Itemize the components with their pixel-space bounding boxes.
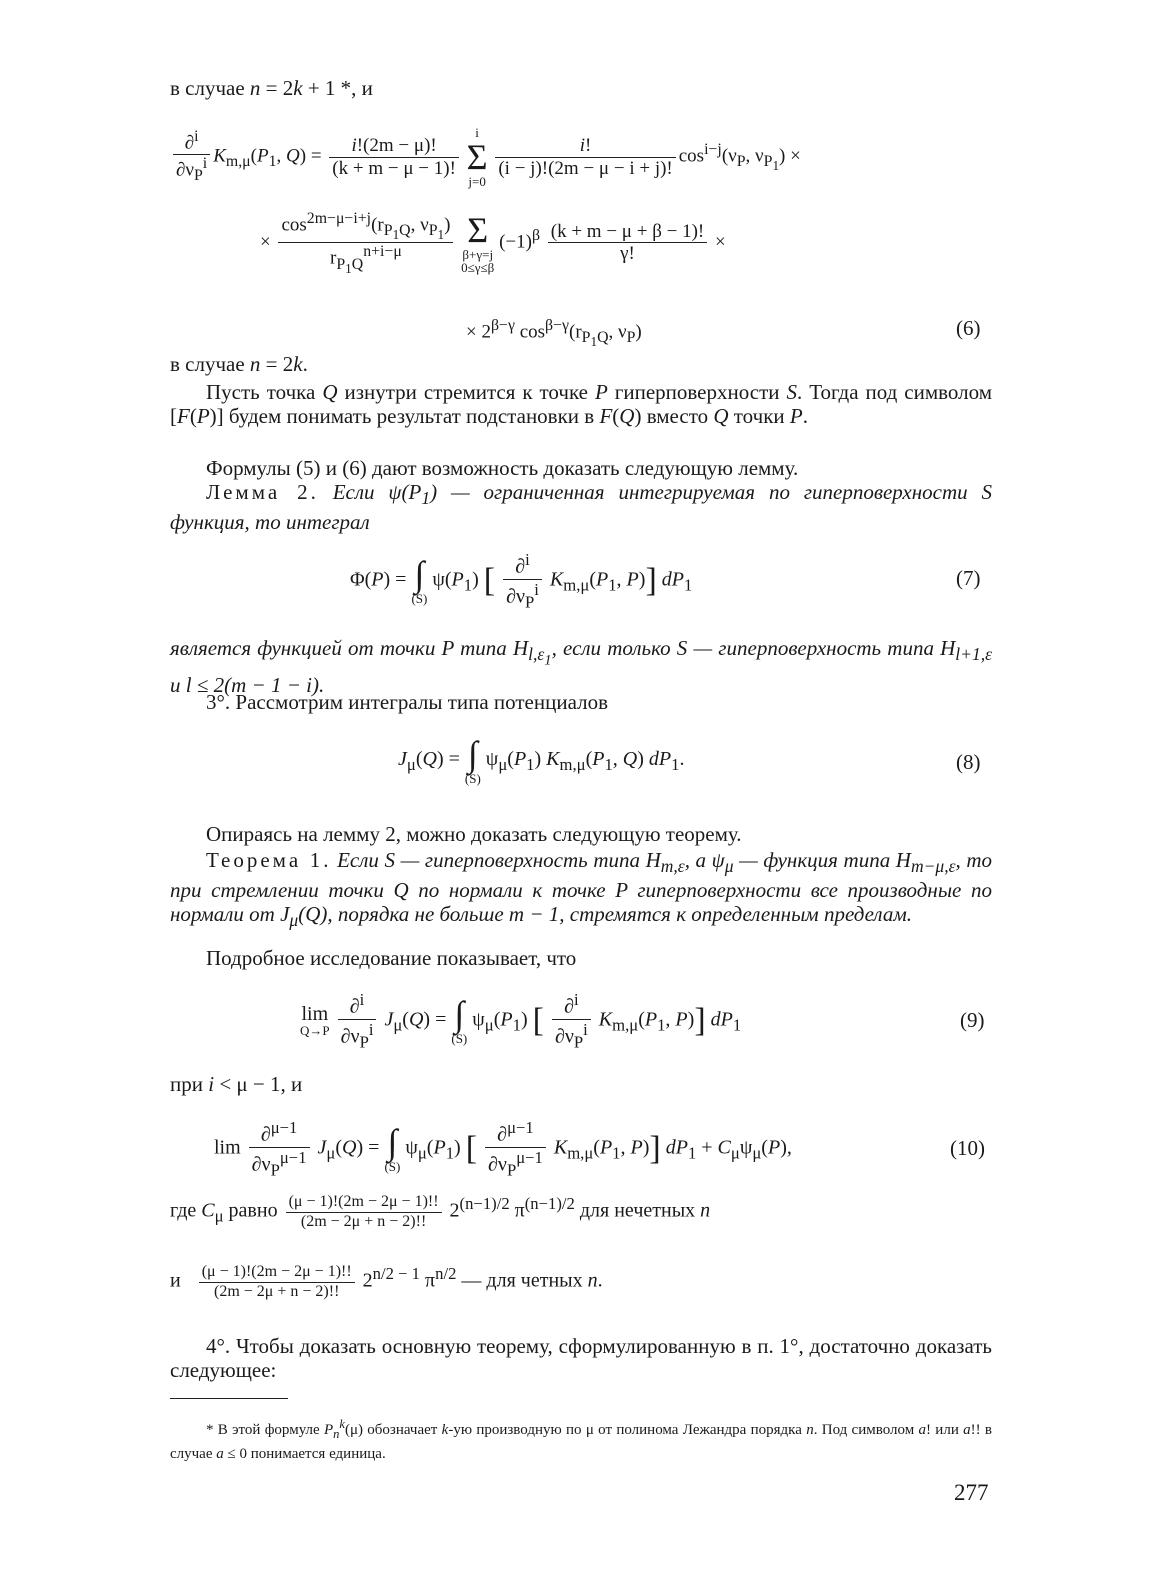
equation-10: lim ∂$^{\mu-1}$ $\partial\nu_P^{\mu-1}$ $J_\mu(Q)$ = ∫ (S) $\psi_\mu(P_1)$ [ ∂$^{\mu-1}$ $\partial\nu_P^{\mu-1}$ $K_{m,\mu}(P_1$, P)] $dP_1 + C_\mu\psi_\mu(P)$, xyxy=(214,1118,792,1180)
text-case-odd: в случае n = 2k + 1 *, и xyxy=(170,76,373,100)
equation-number: (10) xyxy=(950,1136,985,1160)
lemma-heading: Лемма 2. xyxy=(206,480,319,504)
equation-6-line3: × $2^{\beta-\gamma}$ $\cos^{\beta-\gamma}(r_{P_1Q}$, $\nu_P$) xyxy=(466,317,642,350)
equation-8: $J_\mu(Q)$ = ∫ (S) $\psi_\mu(P_1)$ $K_{m,\mu}(P_1$, Q) $dP_1$. xyxy=(398,734,685,786)
page-number: 277 xyxy=(954,1480,989,1505)
theorem-1: Теорема 1. Если S — гиперповерхность типа $H_{m,\varepsilon}$, а $\psi_\mu$ — функция типа $H_{m-\mu,\varepsilon}$, то при стремлении точки Q по нормали к точке P гиперповерхности все производные по нормали от $J_\mu(Q)$, порядка не больше m − 1, стремятся к определенным пределам. xyxy=(170,848,993,931)
paragraph: является функцией от точки P типа $H_{l,\varepsilon_1}$, если только S — гиперповерхность типа $H_{l+1,\varepsilon}$ и l ≤ 2(m − 1 − i). xyxy=(170,636,992,697)
theorem-heading: Теорема 1. xyxy=(206,848,332,872)
footnote: * В этой формуле $P_n^k(\mu)$ обозначает k-ую производную по μ от полинома Лежандра порядка n. Под символом a! или a!! в случае a ≤ 0 понимается единица. xyxy=(170,1417,993,1462)
footnote-divider xyxy=(170,1398,288,1399)
paragraph: Пусть точка Q изнутри стремится к точке P гиперповерхности S. Тогда под символом [F(P)] будем понимать результат подстановки в F(Q) вместо Q точки P. xyxy=(170,380,992,428)
text-condition: при i < μ − 1, и xyxy=(170,1072,303,1096)
equation-7: Φ(P) = ∫ (S) $\psi(P_1)$ [ ∂$^i$ $\partial\nu_P^i$ $K_{m,\mu}(P_1$, P)] $dP_1$ xyxy=(350,550,693,612)
equation-6-line2: × $\frac{\cos^{2m-\mu-i+j}(r_{P_1Q}, \nu_{P_1})}{r_{P_1Q}^{n+i-\mu}}$ Σ β+γ=j 0≤γ≤β $(-1)^\beta$ $\frac{(k + m - \mu + \beta - 1)!}{\gamma!}$ × xyxy=(260,209,726,276)
equation-number: (8) xyxy=(956,750,981,774)
section-4-heading: 4°. Чтобы доказать основную теорему, сформулированную в п. 1°, достаточно доказать следующее: xyxy=(170,1334,992,1382)
text-case-even: в случае n = 2k. xyxy=(170,352,308,376)
equation-6-line1: ∂$^i$ $\partial\nu_P^i$ $K_{m,\mu}(P_1$, Q) = $\frac{i!(2m - \mu)!}{(k + m - \mu - 1)!}$ i Σ j=0 $\frac{i!}{(i - j)!(2m - \mu - i + j)!}$ $\cos^{i-j}(\nu_P$, $\nu_{P_1}$) × xyxy=(170,126,801,188)
constant-odd: где $C_\mu$ равно $\frac{(\mu - 1)!(2m - 2\mu - 1)!!}{(2m - 2\mu + n - 2)!!}$ $2^{(n-1)/2}$ $\pi^{(n-1)/2}$ для нечетных n xyxy=(170,1193,711,1230)
lemma-2: Лемма 2. Если $\psi(P_1)$ — ограниченная интегрируемая по гиперповерхности S функция, то интеграл xyxy=(170,480,993,535)
equation-9: lim Q→P ∂$^i$ $\partial\nu_P^i$ $J_\mu(Q)$ = ∫ (S) $\psi_\mu(P_1)$ [ ∂$^i$ $\partial\nu_P^i$ $K_{m,\mu}(P_1$, P)] $dP_1$ xyxy=(300,990,742,1052)
constant-even: и $\frac{(\mu - 1)!(2m - 2\mu - 1)!!}{(2m - 2\mu + n - 2)!!}$ $2^{n/2 - 1}$ $\pi^{n/2}$ — для четных n. xyxy=(170,1263,603,1300)
paragraph: Опираясь на лемму 2, можно доказать следующую теорему. xyxy=(206,822,742,846)
paragraph: Подробное исследование показывает, что xyxy=(206,946,577,970)
equation-number: (7) xyxy=(956,566,981,590)
equation-number: (6) xyxy=(956,316,981,340)
section-3-heading: 3°. Рассмотрим интегралы типа потенциалов xyxy=(206,690,608,714)
paragraph: Формулы (5) и (6) дают возможность доказать следующую лемму. xyxy=(206,456,799,480)
equation-number: (9) xyxy=(960,1008,985,1032)
